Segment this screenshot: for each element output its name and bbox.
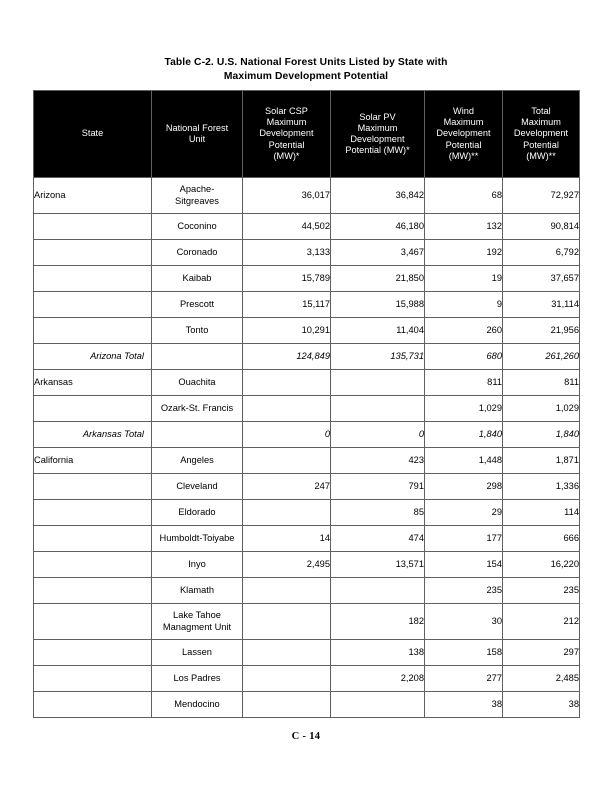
cell-pv: 13,571 <box>331 552 425 578</box>
cell-unit <box>152 422 243 448</box>
cell-pv: 135,731 <box>331 344 425 370</box>
cell-pv: 423 <box>331 448 425 474</box>
cell-unit: Coronado <box>152 240 243 266</box>
column-header-state <box>34 91 152 178</box>
table-header <box>34 91 580 178</box>
cell-unit: Mendocino <box>152 692 243 718</box>
cell-state <box>34 318 152 344</box>
table-row <box>34 500 580 526</box>
cell-wind: 154 <box>425 552 503 578</box>
cell-state: Arizona <box>34 178 152 214</box>
table-row <box>34 692 580 718</box>
cell-pv: 11,404 <box>331 318 425 344</box>
cell-unit: Apache- Sitgreaves <box>152 178 243 214</box>
cell-total: 2,485 <box>503 666 580 692</box>
cell-total: 90,814 <box>503 214 580 240</box>
cell-pv: 36,842 <box>331 178 425 214</box>
column-header-total-line-5: (MW)** <box>526 150 556 161</box>
cell-pv: 138 <box>331 640 425 666</box>
cell-total: 261,260 <box>503 344 580 370</box>
table-caption <box>56 56 556 83</box>
cell-state: Arkansas Total <box>34 422 152 448</box>
table-row <box>34 240 580 266</box>
cell-wind: 132 <box>425 214 503 240</box>
cell-state <box>34 240 152 266</box>
cell-state <box>34 396 152 422</box>
cell-state: Arkansas <box>34 370 152 396</box>
cell-state <box>34 500 152 526</box>
column-header-total-line-3: Development <box>513 128 569 139</box>
column-header-csp-line-5: (MW)* <box>273 150 300 161</box>
column-header-wind <box>425 91 503 178</box>
table-row <box>34 578 580 604</box>
cell-pv: 46,180 <box>331 214 425 240</box>
cell-unit: Tonto <box>152 318 243 344</box>
cell-pv: 0 <box>331 422 425 448</box>
cell-unit: Ozark-St. Francis <box>152 396 243 422</box>
cell-pv: 21,850 <box>331 266 425 292</box>
table-row <box>34 448 580 474</box>
column-header-pv-line-2: Maximum <box>357 122 398 133</box>
cell-csp <box>243 578 331 604</box>
cell-state <box>34 578 152 604</box>
table-row <box>34 214 580 240</box>
column-header-csp-line-1: Solar CSP <box>265 105 308 116</box>
table-row <box>34 370 580 396</box>
cell-total: 31,114 <box>503 292 580 318</box>
cell-csp <box>243 500 331 526</box>
table-row-state-total <box>34 422 580 448</box>
cell-unit: Coconino <box>152 214 243 240</box>
table-row <box>34 604 580 640</box>
column-header-total-line-1: Total <box>531 105 551 116</box>
column-header-pv <box>331 91 425 178</box>
table-row <box>34 292 580 318</box>
cell-unit: Lassen <box>152 640 243 666</box>
cell-wind: 68 <box>425 178 503 214</box>
data-table-container <box>33 90 579 718</box>
page-number-footer: C - 14 <box>291 731 321 742</box>
cell-pv: 474 <box>331 526 425 552</box>
cell-unit: Angeles <box>152 448 243 474</box>
cell-pv: 182 <box>331 604 425 640</box>
cell-wind: 38 <box>425 692 503 718</box>
cell-csp <box>243 640 331 666</box>
cell-state <box>34 604 152 640</box>
cell-wind: 298 <box>425 474 503 500</box>
cell-csp: 14 <box>243 526 331 552</box>
cell-csp: 0 <box>243 422 331 448</box>
cell-csp: 15,117 <box>243 292 331 318</box>
cell-state <box>34 692 152 718</box>
cell-unit: Klamath <box>152 578 243 604</box>
column-header-csp-line-4: Potential <box>268 139 305 150</box>
cell-csp <box>243 370 331 396</box>
column-header-wind-line-3: Development <box>436 128 491 139</box>
table-row <box>34 552 580 578</box>
cell-total: 1,029 <box>503 396 580 422</box>
cell-pv: 15,988 <box>331 292 425 318</box>
cell-pv <box>331 578 425 604</box>
cell-total: 1,840 <box>503 422 580 448</box>
cell-unit <box>152 344 243 370</box>
cell-total: 16,220 <box>503 552 580 578</box>
table-header-row <box>34 91 580 178</box>
cell-unit: Kaibab <box>152 266 243 292</box>
table-row <box>34 396 580 422</box>
table-row-state-total <box>34 344 580 370</box>
cell-total: 114 <box>503 500 580 526</box>
cell-unit: Inyo <box>152 552 243 578</box>
column-header-wind-line-2: Maximum <box>443 117 484 128</box>
cell-state <box>34 266 152 292</box>
cell-state <box>34 666 152 692</box>
cell-csp <box>243 448 331 474</box>
column-header-state-line-1: State <box>81 128 104 139</box>
column-header-wind-line-1: Wind <box>453 105 474 116</box>
cell-csp: 247 <box>243 474 331 500</box>
table-row <box>34 318 580 344</box>
cell-unit: Cleveland <box>152 474 243 500</box>
cell-unit: Lake Tahoe Managment Unit <box>152 604 243 640</box>
cell-wind: 19 <box>425 266 503 292</box>
cell-unit: Los Padres <box>152 666 243 692</box>
column-header-pv-line-1: Solar PV <box>359 111 396 122</box>
cell-total: 6,792 <box>503 240 580 266</box>
cell-wind: 177 <box>425 526 503 552</box>
cell-pv <box>331 396 425 422</box>
cell-state <box>34 292 152 318</box>
column-header-wind-line-4: Potential <box>445 139 482 150</box>
cell-total: 72,927 <box>503 178 580 214</box>
table-body <box>34 178 580 718</box>
cell-state <box>34 214 152 240</box>
cell-unit: Humboldt-Toiyabe <box>152 526 243 552</box>
cell-state <box>34 526 152 552</box>
cell-pv <box>331 692 425 718</box>
cell-wind: 158 <box>425 640 503 666</box>
cell-wind: 9 <box>425 292 503 318</box>
cell-csp <box>243 604 331 640</box>
cell-wind: 1,448 <box>425 448 503 474</box>
cell-wind: 260 <box>425 318 503 344</box>
cell-wind: 1,840 <box>425 422 503 448</box>
column-header-unit-line-2: Unit <box>188 134 206 144</box>
cell-csp <box>243 666 331 692</box>
table-row <box>34 474 580 500</box>
cell-csp: 36,017 <box>243 178 331 214</box>
cell-unit: Ouachita <box>152 370 243 396</box>
column-header-csp-line-2: Maximum <box>266 117 307 128</box>
table-caption-line-1: Table C-2. U.S. National Forest Units Listed by State with <box>164 57 448 68</box>
table-row <box>34 666 580 692</box>
cell-csp <box>243 692 331 718</box>
cell-total: 212 <box>503 604 580 640</box>
cell-pv: 85 <box>331 500 425 526</box>
cell-csp: 2,495 <box>243 552 331 578</box>
cell-csp: 44,502 <box>243 214 331 240</box>
column-header-csp-line-3: Development <box>259 128 314 139</box>
cell-csp: 15,789 <box>243 266 331 292</box>
cell-pv <box>331 370 425 396</box>
column-header-unit <box>152 91 243 178</box>
cell-total: 666 <box>503 526 580 552</box>
cell-wind: 29 <box>425 500 503 526</box>
table-row <box>34 266 580 292</box>
cell-state <box>34 552 152 578</box>
cell-total: 235 <box>503 578 580 604</box>
column-header-unit-line-1: National Forest <box>165 122 229 133</box>
cell-wind: 680 <box>425 344 503 370</box>
cell-wind: 1,029 <box>425 396 503 422</box>
cell-wind: 277 <box>425 666 503 692</box>
cell-wind: 811 <box>425 370 503 396</box>
cell-total: 811 <box>503 370 580 396</box>
table-row <box>34 640 580 666</box>
cell-unit: Eldorado <box>152 500 243 526</box>
column-header-wind-line-5: (MW)** <box>448 150 479 161</box>
cell-state: Arizona Total <box>34 344 152 370</box>
cell-state: California <box>34 448 152 474</box>
column-header-pv-line-4: Potential (MW)* <box>345 145 410 156</box>
column-header-total-line-4: Potential <box>523 139 559 150</box>
cell-csp <box>243 396 331 422</box>
cell-unit: Prescott <box>152 292 243 318</box>
cell-csp: 10,291 <box>243 318 331 344</box>
cell-total: 1,336 <box>503 474 580 500</box>
table-row <box>34 178 580 214</box>
column-header-total-line-2: Maximum <box>521 117 561 128</box>
cell-pv: 791 <box>331 474 425 500</box>
cell-total: 1,871 <box>503 448 580 474</box>
cell-total: 38 <box>503 692 580 718</box>
table-row <box>34 526 580 552</box>
forest-units-table <box>33 90 580 718</box>
cell-state <box>34 474 152 500</box>
cell-wind: 235 <box>425 578 503 604</box>
cell-wind: 192 <box>425 240 503 266</box>
cell-total: 21,956 <box>503 318 580 344</box>
cell-total: 297 <box>503 640 580 666</box>
column-header-pv-line-3: Development <box>350 134 405 144</box>
cell-wind: 30 <box>425 604 503 640</box>
column-header-csp <box>243 91 331 178</box>
cell-state <box>34 640 152 666</box>
cell-csp: 124,849 <box>243 344 331 370</box>
cell-pv: 2,208 <box>331 666 425 692</box>
cell-csp: 3,133 <box>243 240 331 266</box>
cell-total: 37,657 <box>503 266 580 292</box>
column-header-total <box>503 91 580 178</box>
table-caption-line-2: Maximum Development Potential <box>223 70 389 82</box>
cell-pv: 3,467 <box>331 240 425 266</box>
